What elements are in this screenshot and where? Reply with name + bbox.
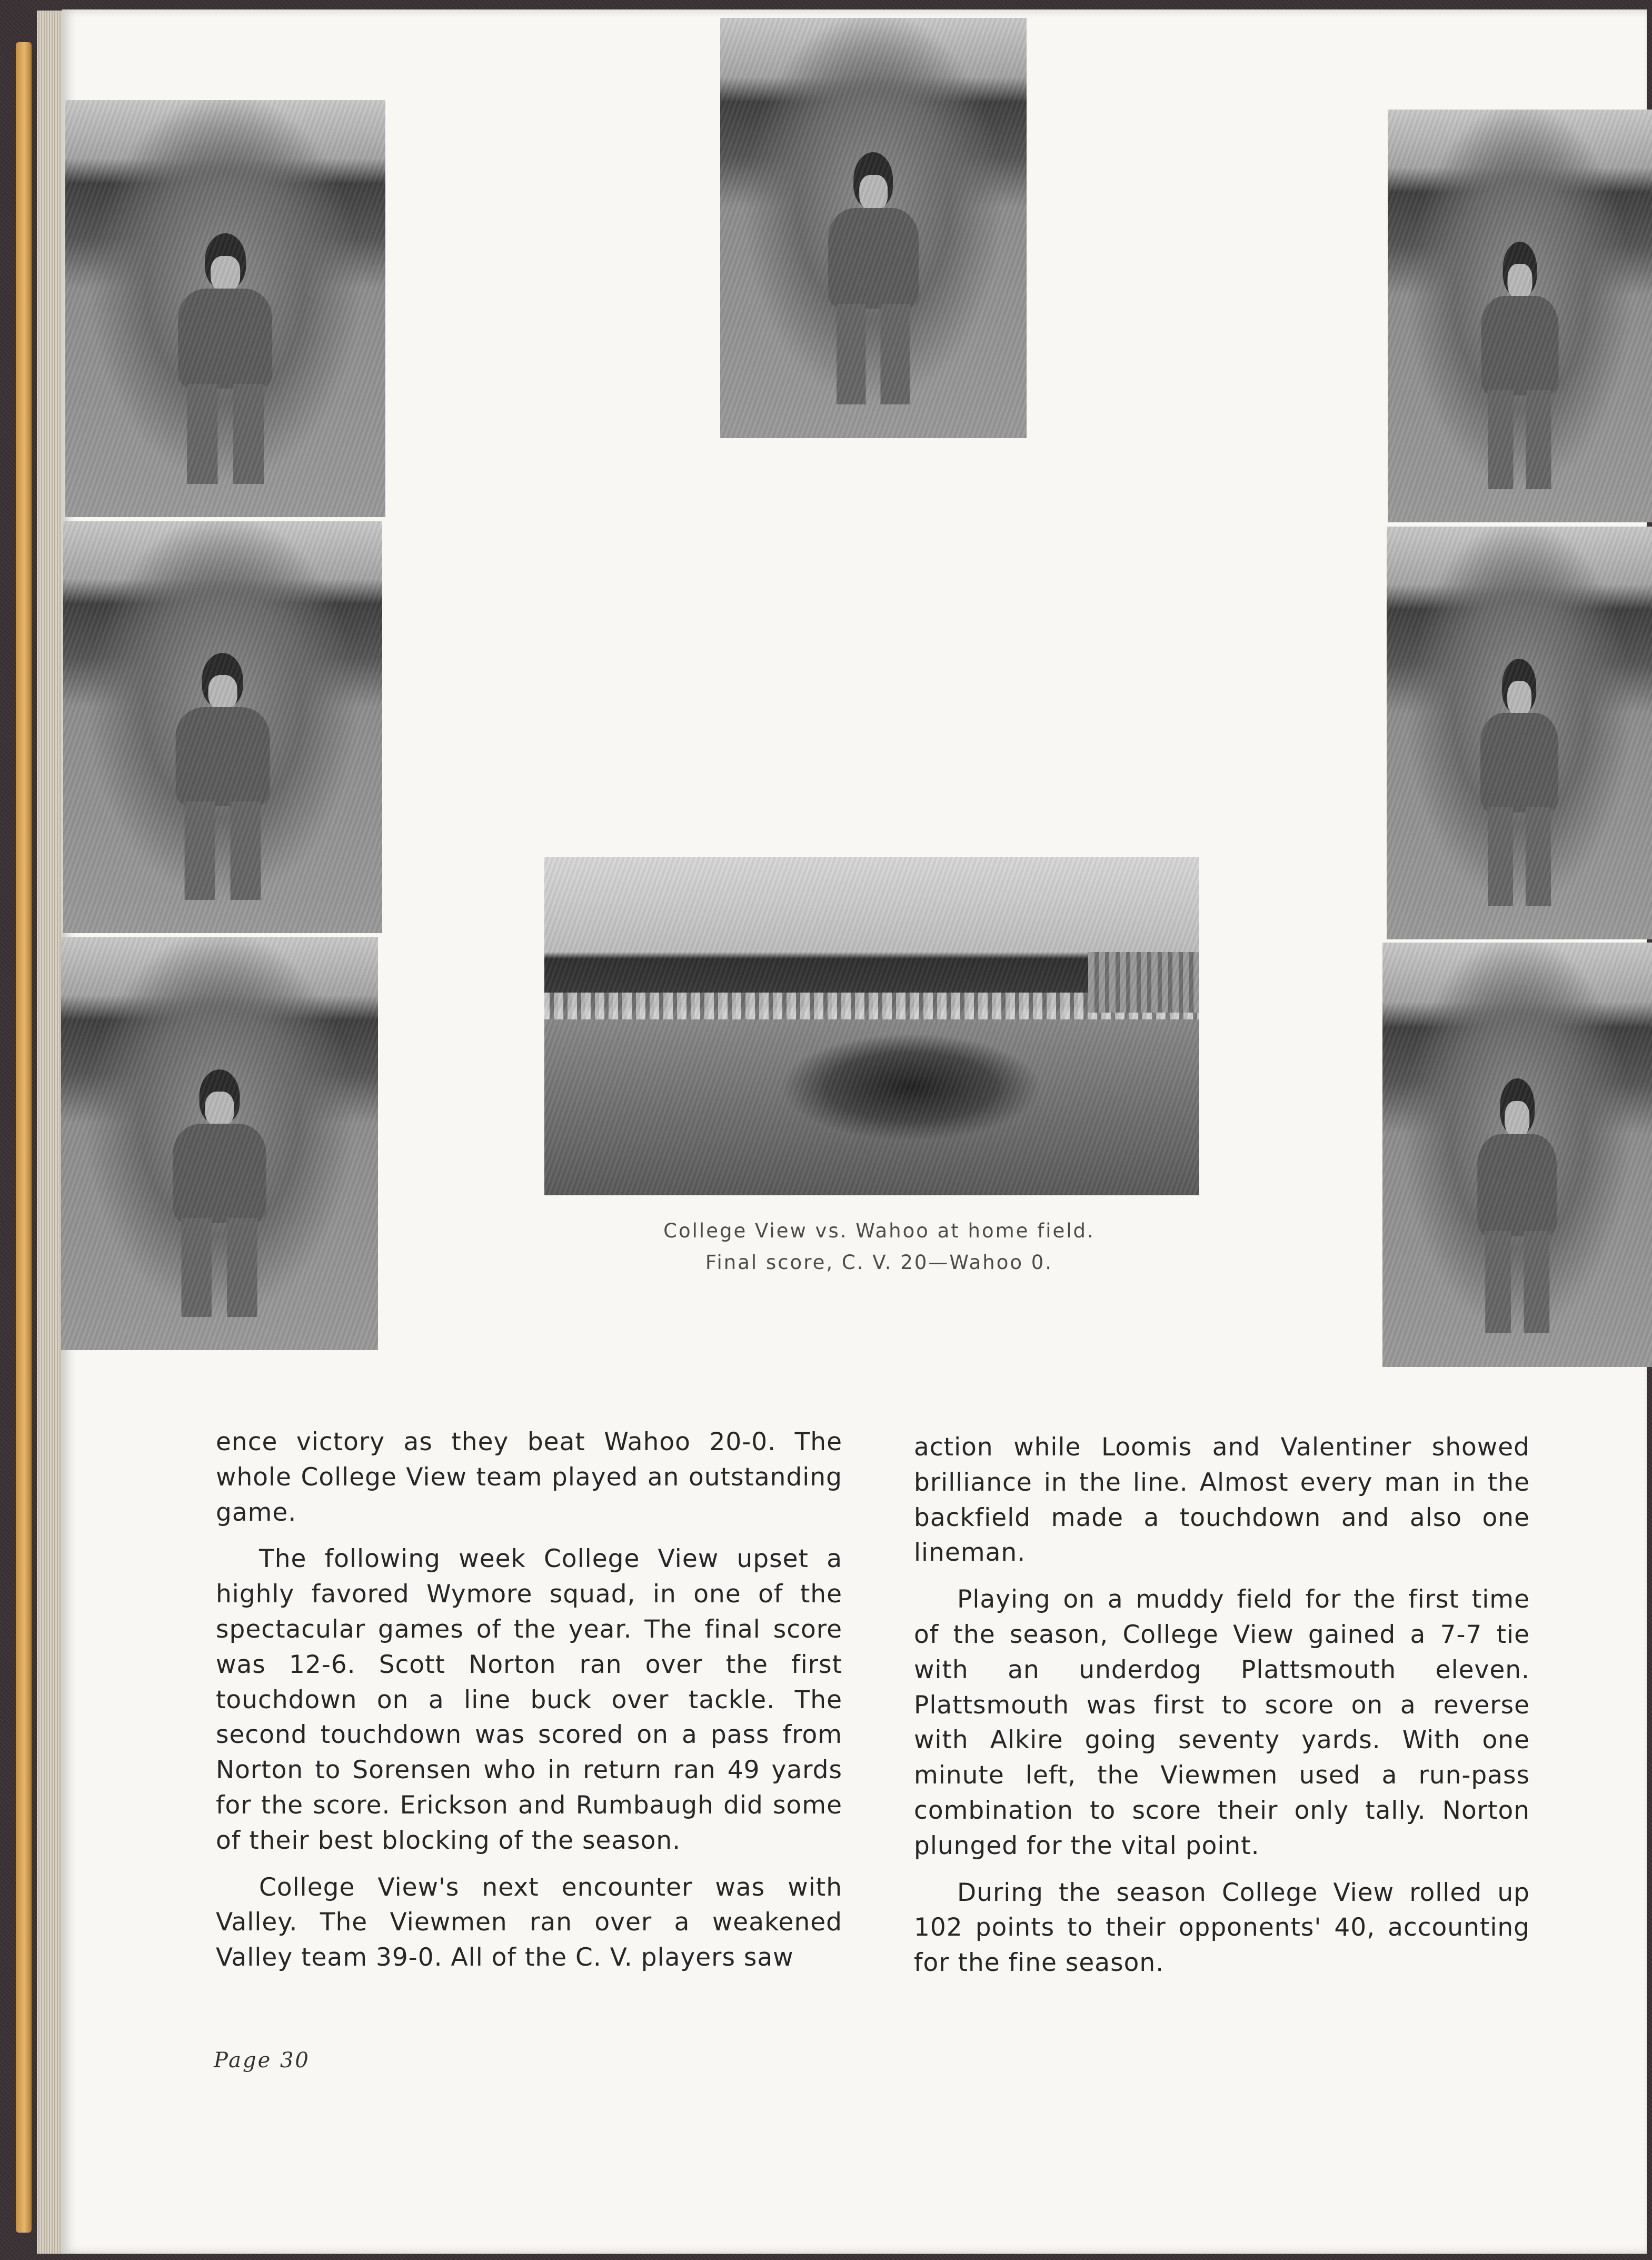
player-photo-top-center	[720, 18, 1027, 438]
school-building	[1088, 952, 1199, 1013]
paragraph: action while Loomis and Valentiner showed brilliance in the line. Almost every man in the backfield made a touchdown and also one lineman.	[914, 1433, 1530, 1568]
player-photo-left-2	[63, 521, 382, 933]
paragraph: Playing on a muddy field for the first time of the season, College View gained a 7-7 tie with an underdog Plattsmouth eleven. Plattsmouth was first to score on a reverse with Alkire going seventy yards. With one minute left, the Viewmen used a run-pass combination to score their only tally. Norton plunged for the vital point.	[914, 1585, 1530, 1860]
paragraph: ence victory as they beat Wahoo 20-0. The whole College View team played an outstanding game.	[216, 1428, 842, 1527]
player-figure	[152, 233, 299, 483]
page-number: Page 30	[214, 2048, 310, 2073]
book-spine-edge	[16, 42, 32, 2233]
game-action-photo	[544, 857, 1199, 1195]
paragraph: During the season College View rolled up 102 points to their opponents' 40, accounting for the fine season.	[914, 1878, 1530, 1978]
caption-line-1: College View vs. Wahoo at home field.	[663, 1220, 1095, 1242]
player-photo-right-2	[1387, 527, 1652, 939]
player-photo-left-1	[65, 100, 385, 517]
player-photo-right-3	[1382, 943, 1652, 1367]
players-scrum	[780, 1033, 1042, 1141]
left-text-column	[216, 1425, 842, 1987]
player-figure	[150, 653, 296, 900]
player-figure	[1459, 242, 1581, 489]
paragraph: College View's next encounter was with Valley. The Viewmen ran over a weakened Valley team 39-0. All of the C. V. players saw	[216, 1872, 842, 1972]
photo-caption	[537, 1215, 1221, 1278]
right-text-column	[914, 1430, 1530, 1993]
caption-line-2: Final score, C. V. 20—Wahoo 0.	[705, 1251, 1053, 1274]
player-figure	[803, 152, 944, 404]
player-figure	[1455, 1078, 1579, 1333]
crowd-stands	[544, 993, 1199, 1019]
paragraph: The following week College View upset a highly favored Wymore squad, in one of the spectacular games of the year. The final score was 12-6. Scott Norton ran over the first touchdown on a line buck over tackle. The second touchdown was scored on a pass from Norton to Sorensen who in return ran 49 yards for the score. Erickson and Rumbaugh did some of their best blocking of the season.	[216, 1544, 842, 1855]
player-figure	[1458, 659, 1580, 906]
player-photo-right-1	[1388, 110, 1652, 522]
player-figure	[147, 1069, 293, 1317]
player-photo-left-3	[61, 937, 378, 1350]
